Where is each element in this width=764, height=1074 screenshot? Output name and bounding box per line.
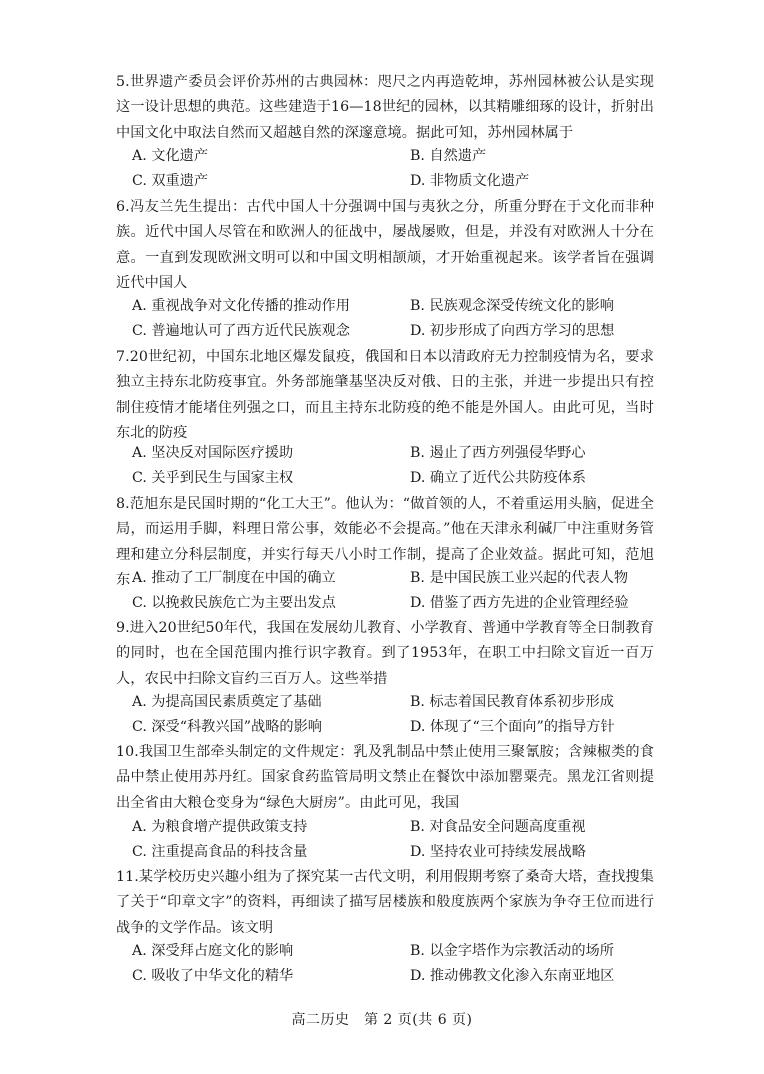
option-d: D. 借鉴了西方先进的企业管理经验	[410, 595, 629, 611]
option-row	[132, 815, 692, 840]
question-9	[116, 616, 654, 692]
question-8-stem: 8.范旭东是民国时期的“化工大王”。他认为：“做首领的人，不着重运用头脑，促进全局，而运用手脚，料理日常公事，效能必不会提高。”他在天津永利碱厂中注重财务管理和建立分科层制度，并实行每天八小时工作制，提高了企业效益。据此可知，范旭东	[116, 496, 654, 588]
option-a: A. 深受拜占庭文化的影响	[132, 943, 294, 959]
option-row	[132, 441, 692, 466]
option-b: B. 标志着国民教育体系初步形成	[410, 694, 614, 710]
option-row	[132, 466, 692, 491]
option-c: C. 关乎到民生与国家主权	[132, 470, 294, 486]
option-b: B. 以金字塔作为宗教活动的场所	[410, 943, 614, 959]
question-5	[116, 70, 654, 146]
option-d: D. 体现了“三个面向”的指导方针	[410, 719, 615, 735]
page-footer: 高二历史 第 2 页(共 6 页)	[291, 1012, 473, 1028]
question-6	[116, 195, 654, 296]
option-a: A. 文化遗产	[132, 148, 209, 164]
question-10-stem: 10.我国卫生部牵头制定的文件规定：乳及乳制品中禁止使用三聚氰胺；含辣椒类的食品中禁止使用苏丹红。国家食药监管局明文禁止在餐饮中添加罂粟壳。黑龙江省则提出全省由大粮仓变身为“绿色大厨房”。由此可见，我国	[116, 744, 654, 811]
option-d: D. 非物质文化遗产	[410, 173, 530, 189]
option-row	[132, 319, 692, 344]
option-c: C. 双重遗产	[132, 173, 209, 189]
option-row	[132, 294, 692, 319]
question-9-stem: 9.进入20世纪50年代，我国在发展幼儿教育、小学教育、普通中学教育等全日制教育的同时，也在全国范围内推行识字教育。到了1953年，在职工中扫除文盲近一百万人，农民中扫除文盲约三百万人。这些举措	[116, 620, 654, 687]
option-d: D. 坚持农业可持续发展战略	[410, 844, 586, 860]
option-b: B. 民族观念深受传统文化的影响	[410, 298, 614, 314]
question-6-stem: 6.冯友兰先生提出：古代中国人十分强调中国与夷狄之分，所重分野在于文化而非种族。近代中国人尽管在和欧洲人的征战中，屡战屡败，但是，并没有对欧洲人十分在意。一直到发现欧洲文明可以和中国文明相颉颃，才开始重视起来。该学者旨在强调近代中国人	[116, 199, 654, 291]
option-b: B. 对食品安全问题高度重视	[410, 819, 586, 835]
option-b: B. 自然遗产	[410, 148, 487, 164]
option-row	[132, 715, 692, 740]
option-c: C. 普遍地认可了西方近代民族观念	[132, 323, 350, 339]
option-d: D. 初步形成了向西方学习的思想	[410, 323, 615, 339]
option-row	[132, 840, 692, 865]
option-a: A. 为提高国民素质奠定了基础	[132, 694, 322, 710]
option-row	[132, 566, 692, 591]
option-a: A. 坚决反对国际医疗援助	[132, 445, 294, 461]
option-a: A. 推动了工厂制度在中国的确立	[132, 570, 336, 586]
option-c: C. 注重提高食品的科技含量	[132, 844, 308, 860]
question-7-stem: 7.20世纪初，中国东北地区爆发鼠疫，俄国和日本以清政府无力控制疫情为名，要求独立主持东北防疫事宜。外务部施肇基坚决反对俄、日的主张，并进一步提出只有控制住疫情才能堵住列强之口，而且主持东北防疫的绝不能是外国人。由此可见，当时东北的防疫	[116, 349, 654, 441]
option-row	[132, 591, 692, 616]
question-5-options	[132, 144, 692, 194]
question-9-options	[132, 690, 692, 740]
option-c: C. 吸收了中华文化的精华	[132, 968, 294, 984]
question-7-options	[132, 441, 692, 491]
option-b: B. 是中国民族工业兴起的代表人物	[410, 570, 629, 586]
option-row	[132, 144, 692, 169]
option-c: C. 深受“科教兴国”战略的影响	[132, 719, 322, 735]
option-d: D. 推动佛教文化渗入东南亚地区	[410, 968, 615, 984]
option-a: A. 重视战争对文化传播的推动作用	[132, 298, 350, 314]
question-11	[116, 865, 654, 941]
question-11-stem: 11.某学校历史兴趣小组为了探究某一古代文明，利用假期考察了桑奇大塔，查找搜集了关于“印章文字”的资料，再细读了描写居楼族和般度族两个家族为争夺王位而进行战争的文学作品。该文明	[116, 869, 654, 936]
option-d: D. 确立了近代公共防疫体系	[410, 470, 586, 486]
question-8-options	[132, 566, 692, 616]
option-row	[132, 169, 692, 194]
option-row	[132, 939, 692, 964]
option-b: B. 遏止了西方列强侵华野心	[410, 445, 586, 461]
option-a: A. 为粮食增产提供政策支持	[132, 819, 308, 835]
question-6-options	[132, 294, 692, 344]
option-c: C. 以挽救民族危亡为主要出发点	[132, 595, 336, 611]
question-11-options	[132, 939, 692, 989]
question-10	[116, 740, 654, 816]
option-row	[132, 964, 692, 989]
question-10-options	[132, 815, 692, 865]
option-row	[132, 690, 692, 715]
question-5-stem: 5.世界遗产委员会评价苏州的古典园林：咫尺之内再造乾坤，苏州园林被公认是实现这一设计思想的典范。这些建造于16—18世纪的园林，以其精雕细琢的设计，折射出中国文化中取法自然而又超越自然的深邃意境。据此可知，苏州园林属于	[116, 74, 654, 141]
question-7	[116, 345, 654, 446]
